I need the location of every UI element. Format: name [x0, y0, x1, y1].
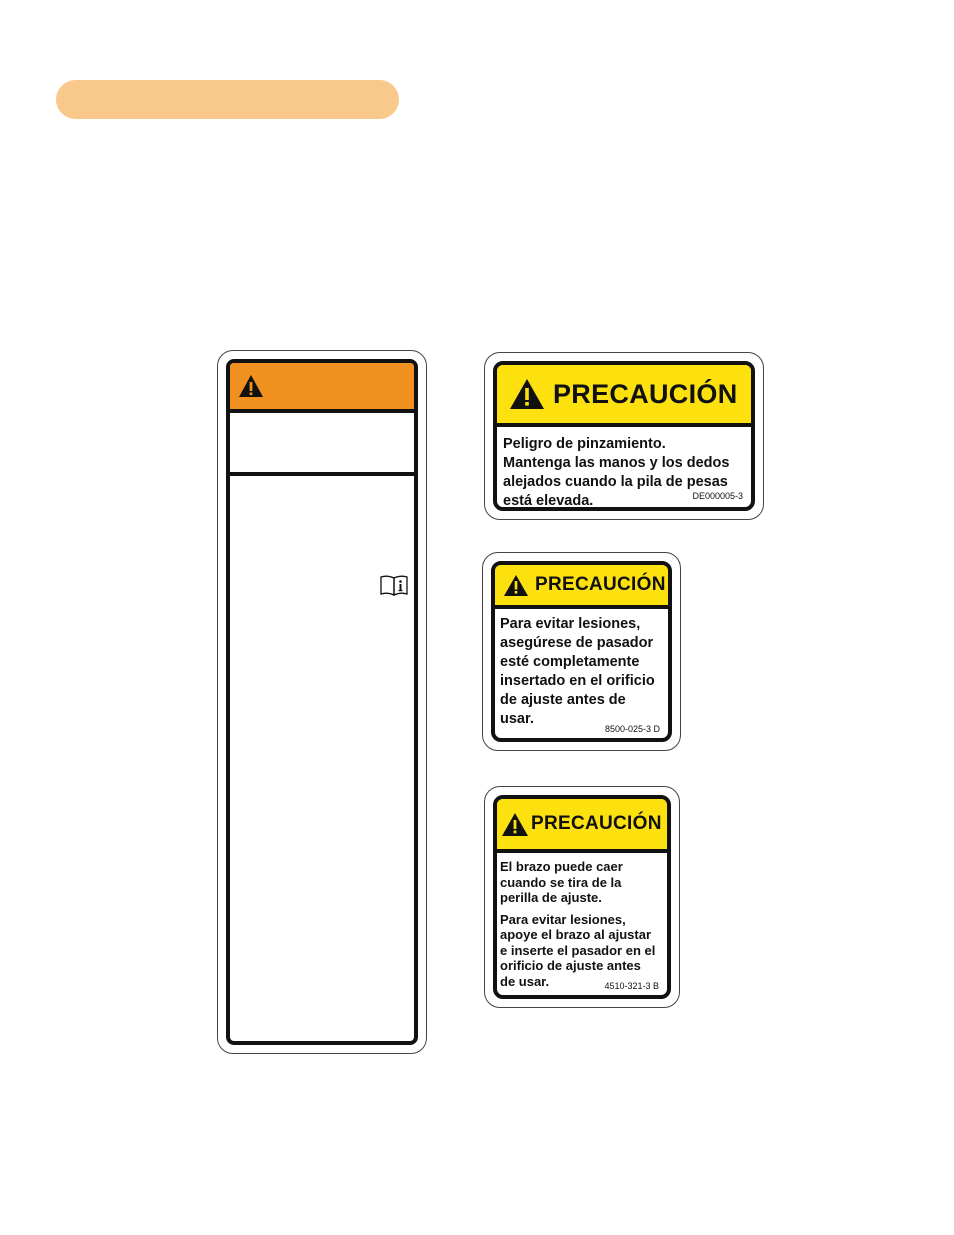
caution-label-pinch	[484, 352, 764, 520]
warning-label-tall	[217, 350, 427, 1054]
caution-message-paragraph-2: Para evitar lesiones, apoye el brazo al ajustar e inserte el pasador en el orificio de ajuste antes de usar.	[500, 911, 656, 989]
caution-message-text: Para evitar lesiones, asegúrese de pasador esté completamente insertado en el orificio de ajuste antes de usar.	[500, 616, 655, 727]
caution-band	[495, 565, 668, 609]
caution-label-pin	[482, 552, 681, 751]
caution-message-text: Peligro de pinzamiento. Mantenga las manos y los dedos alejados cuando la pila de pesas está elevada.	[503, 436, 730, 509]
part-number: 4510-321-3 B	[604, 981, 659, 991]
warning-triangle-icon	[503, 574, 529, 597]
caution-band	[497, 365, 751, 427]
caution-label-arm-frame	[493, 795, 671, 999]
caution-label-arm	[484, 786, 680, 1008]
caution-label-pinch-frame	[493, 361, 755, 511]
warning-subsection	[230, 413, 414, 476]
section-header-bar	[56, 80, 399, 119]
caution-message-paragraph-1: El brazo puede caer cuando se tira de la perilla de ajuste.	[500, 859, 623, 905]
warning-triangle-icon	[501, 812, 529, 837]
warning-triangle-icon	[509, 378, 545, 410]
part-number: DE000005-3	[692, 491, 743, 501]
manual-book-info-icon	[380, 574, 408, 596]
caution-title: PRECAUCIÓN	[553, 378, 738, 409]
caution-message	[497, 853, 667, 989]
caution-message	[495, 609, 668, 729]
caution-band	[497, 799, 667, 853]
caution-label-pin-frame	[491, 561, 672, 742]
caution-title: PRECAUCIÓN	[535, 574, 666, 595]
part-number: 8500-025-3 D	[604, 724, 660, 734]
warning-body	[230, 476, 414, 1041]
caution-title: PRECAUCIÓN	[531, 813, 662, 834]
warning-triangle-icon	[238, 374, 264, 398]
warning-band	[230, 363, 414, 413]
warning-label-tall-frame	[226, 359, 418, 1045]
